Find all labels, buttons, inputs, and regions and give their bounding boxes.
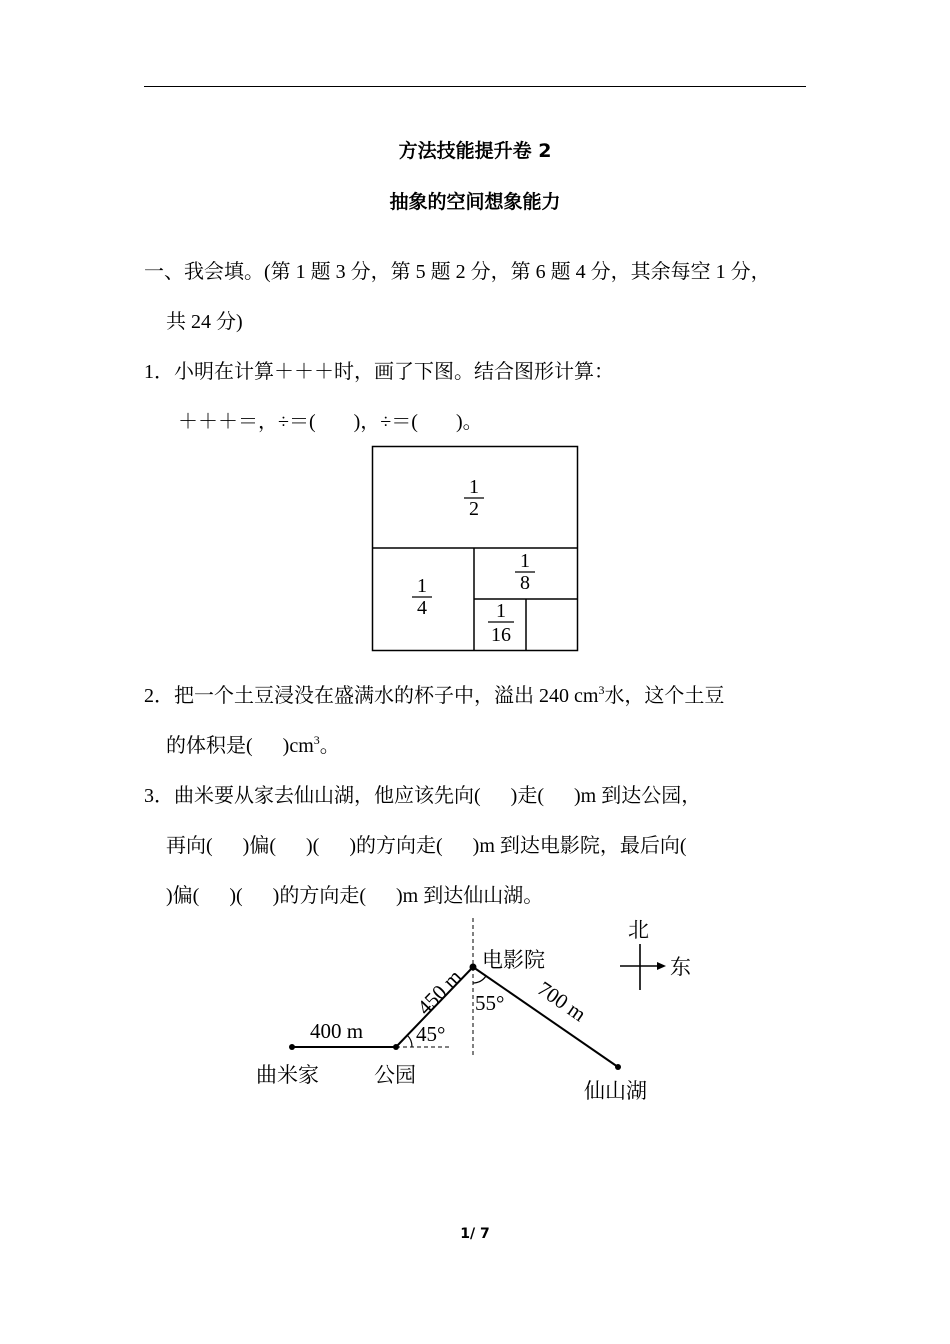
question-text: )cm [282,735,314,757]
question-text: )的方向走( [272,885,366,907]
formula-part: )。 [455,411,483,433]
question-3-line2 [166,832,687,860]
home-point [289,1044,295,1050]
quarter-numerator: 1 [417,575,427,597]
lake-point [615,1064,621,1070]
paper-title: 方法技能提升卷 2 [398,140,552,162]
question-number: 2． [144,685,174,707]
question-text: 把一个土豆浸没在盛满水的杯子中，溢出 240 cm [174,685,599,707]
question-text: )的方向走( [349,835,443,857]
superscript: 3 [598,683,605,697]
question-text: 。 [319,735,340,757]
lake-label: 仙山湖 [584,1079,647,1103]
question-3 [144,782,701,810]
header-rule [144,86,806,87]
question-1-formula [178,408,483,436]
distance-park-cinema: 450 m [412,964,467,1020]
fraction-square-figure [370,444,582,654]
question-text: )m 到达仙山湖。 [395,885,544,907]
superscript: 3 [313,733,320,747]
page-number: 1/ 7 [460,1226,490,1242]
question-text: 再向( [166,835,213,857]
question-text: )偏( [166,885,200,907]
question-text: )m 到达公园， [574,785,702,807]
route-map [240,910,700,1110]
half-denominator: 2 [469,498,479,520]
park-point [393,1044,399,1050]
question-1 [144,358,614,386]
compass-icon [620,944,666,990]
section-heading: 一、我会填。(第 1 题 3 分，第 5 题 2 分，第 6 题 4 分，其余每空 1 分， [144,261,771,283]
sixteenth-denominator: 16 [491,624,511,646]
question-text: )( [229,885,243,907]
question-number: 3． [144,785,174,807]
angle-arc-cinema [473,976,486,983]
angle-arc-park [407,1035,412,1047]
paper-subtitle: 抽象的空间想象能力 [389,191,561,213]
question-text: 水，这个土豆 [604,685,725,707]
question-text: )m 到达电影院，最后向( [472,835,687,857]
angle-label-park: 45° [416,1022,446,1046]
section-heading-cont: 共 24 分) [166,311,243,333]
question-text: )( [306,835,320,857]
cinema-label: 电影院 [482,948,545,972]
question-number: 1． [144,361,174,383]
cinema-point [470,964,477,971]
half-numerator: 1 [469,476,479,498]
quarter-denominator: 4 [417,597,427,619]
park-label: 公园 [374,1063,416,1087]
east-label: 东 [670,955,691,979]
question-3-line3 [166,882,543,910]
sixteenth-numerator: 1 [496,600,506,622]
home-label: 曲米家 [256,1063,319,1087]
question-text: )偏( [242,835,276,857]
distance-home-park: 400 m [310,1019,364,1043]
angle-label-cinema: 55° [475,991,505,1015]
question-text: )走( [510,785,544,807]
question-text: 曲米要从家去仙山湖，他应该先向( [174,785,481,807]
question-2-cont [166,732,340,760]
formula-part: ＋＋＋＝，÷＝( [178,411,316,433]
eighth-numerator: 1 [520,550,530,572]
formula-part: )，÷＝( [353,411,418,433]
question-text: 小明在计算＋＋＋时，画了下图。结合图形计算： [174,361,614,383]
question-2 [144,682,724,710]
distance-cinema-lake: 700 m [533,976,591,1027]
question-text: 的体积是( [166,735,253,757]
eighth-denominator: 8 [520,572,530,594]
north-label: 北 [628,918,649,942]
